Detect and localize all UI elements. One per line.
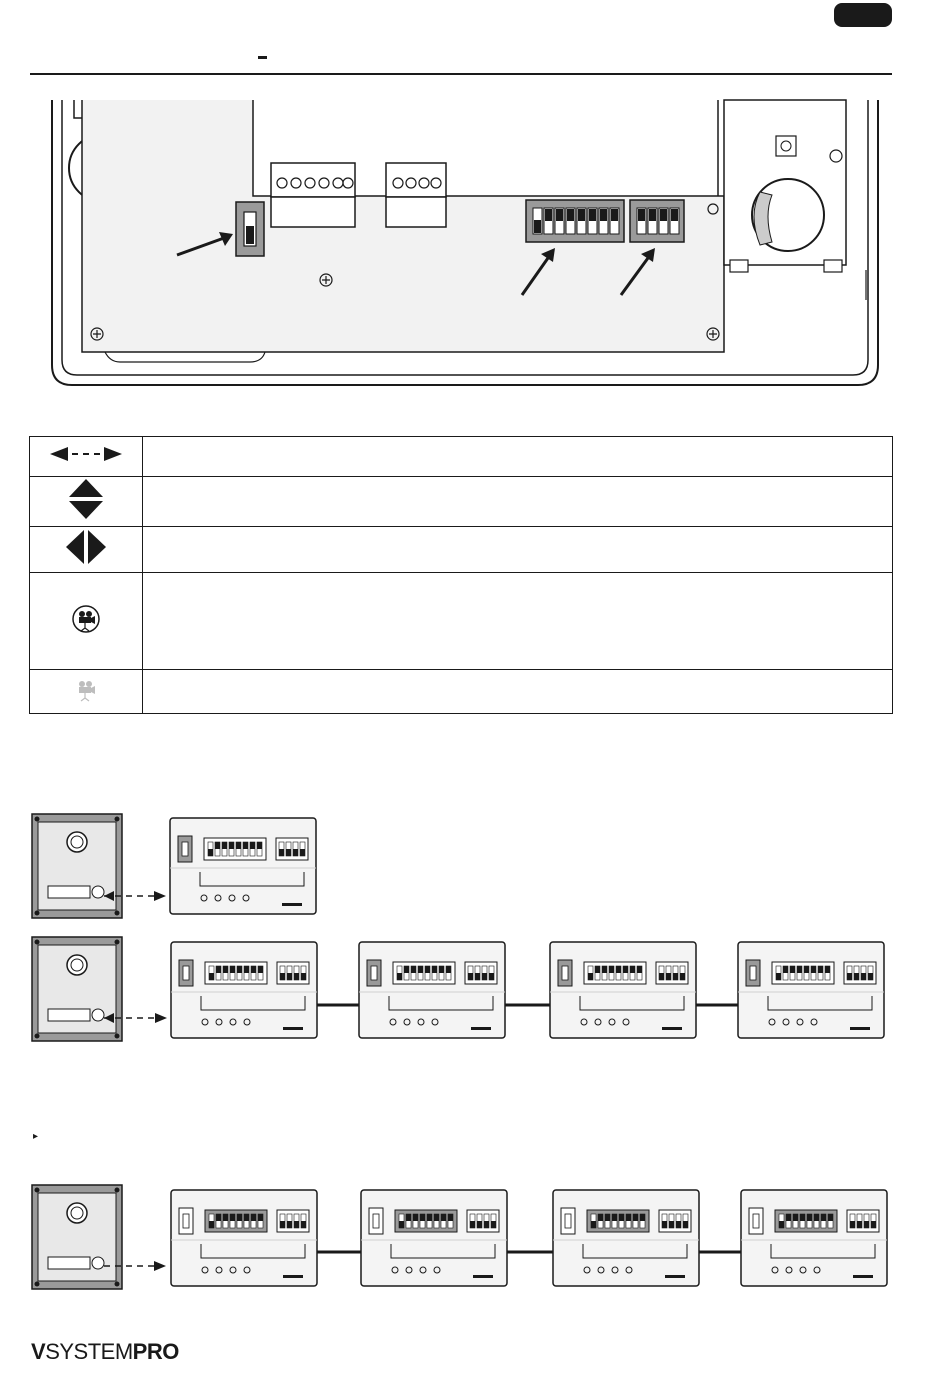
dip8-knob	[258, 966, 263, 973]
dip4-knob	[491, 1221, 496, 1228]
dip4-knob	[294, 973, 299, 980]
dip4-knob	[280, 973, 285, 980]
monitor-switch-lever	[371, 966, 377, 980]
dip4-knob	[683, 1221, 688, 1228]
dip4-knob	[482, 973, 487, 980]
dip8-knob	[413, 1214, 418, 1221]
dip8-knob	[418, 966, 423, 973]
dip8-knob	[251, 966, 256, 973]
monitor-label-bar	[471, 1027, 491, 1030]
dip4-knob	[676, 1221, 681, 1228]
monitor-label-bar	[283, 1275, 303, 1278]
panel-button	[92, 1009, 104, 1021]
dip4-knob	[871, 1221, 876, 1228]
dip8-knob	[251, 1214, 256, 1221]
dip8-knob	[595, 966, 600, 973]
panel-screw	[115, 911, 120, 916]
dip8-knob	[800, 1214, 805, 1221]
dip8-knob	[397, 973, 402, 980]
dip8-knob	[779, 1221, 784, 1228]
dip8-knob	[797, 966, 802, 973]
legend-description	[143, 670, 893, 714]
monitor-switch-lever	[562, 966, 568, 980]
legend-description	[143, 573, 893, 670]
camera-active-icon	[71, 604, 101, 634]
dip4-knob	[484, 1221, 489, 1228]
legend-row	[30, 670, 893, 714]
dip8-knob	[257, 842, 262, 849]
dip8-knob	[446, 966, 451, 973]
monitor-label-bar	[473, 1275, 493, 1278]
monitor-label-bar	[662, 1027, 682, 1030]
dip8-knob	[804, 966, 809, 973]
panel-screw	[35, 1188, 40, 1193]
dip8-knob	[434, 1214, 439, 1221]
dip8-knob	[814, 1214, 819, 1221]
dip4-knob	[850, 1221, 855, 1228]
dip8-knob	[432, 966, 437, 973]
dip8-knob	[821, 1214, 826, 1221]
dip4-knob	[868, 973, 873, 980]
dip4-knob	[287, 1221, 292, 1228]
dip4-knob	[861, 973, 866, 980]
dip8-knob	[602, 966, 607, 973]
dip8-knob	[236, 842, 241, 849]
dip8-knob	[619, 1214, 624, 1221]
dip4-knob	[280, 1221, 285, 1228]
dip8-knob	[244, 966, 249, 973]
dip8-knob	[223, 966, 228, 973]
dip8-knob	[786, 1214, 791, 1221]
dip8-knob	[591, 1221, 596, 1228]
dip8-knob	[411, 966, 416, 973]
dip4-knob	[854, 973, 859, 980]
dip4-knob	[847, 973, 852, 980]
legend-row	[30, 477, 893, 527]
vertical-split-arrows-icon	[66, 477, 106, 521]
dip8-knob	[793, 1214, 798, 1221]
dip4-knob	[470, 1221, 475, 1228]
dip4-knob	[293, 849, 298, 856]
dip4-knob	[300, 849, 305, 856]
dip8-knob	[441, 1214, 446, 1221]
dip8-knob	[616, 966, 621, 973]
dip8-knob	[223, 1214, 228, 1221]
dip4-knob	[294, 1221, 299, 1228]
dip8-knob	[776, 973, 781, 980]
dip4-knob	[301, 973, 306, 980]
dip4-knob	[475, 973, 480, 980]
dip8-knob	[216, 966, 221, 973]
panel-screw	[35, 940, 40, 945]
dip4-knob	[477, 1221, 482, 1228]
connection-arrow-head	[154, 1261, 166, 1271]
dip8-knob	[209, 1221, 214, 1228]
dip8-knob	[237, 1214, 242, 1221]
brand-v: V	[31, 1339, 46, 1364]
dip8-knob	[237, 966, 242, 973]
dip8-knob	[425, 966, 430, 973]
dip8-knob	[811, 966, 816, 973]
legend-table	[29, 436, 893, 714]
dip8-knob	[406, 1214, 411, 1221]
dip8-knob	[640, 1214, 645, 1221]
brand-system: SYSTEM	[45, 1339, 133, 1364]
dip8-knob	[612, 1214, 617, 1221]
dip4-knob	[279, 849, 284, 856]
dip8-knob	[633, 1214, 638, 1221]
dip8-knob	[448, 1214, 453, 1221]
dip8-knob	[439, 966, 444, 973]
dip8-knob	[399, 1221, 404, 1228]
dip4-knob	[669, 1221, 674, 1228]
monitor-switch-lever	[753, 1214, 759, 1228]
panel-screw	[115, 1282, 120, 1287]
dip8-knob	[258, 1214, 263, 1221]
dip8-knob	[243, 842, 248, 849]
monitor-switch-lever	[750, 966, 756, 980]
legend-row	[30, 573, 893, 670]
horizontal-split-arrows-icon	[64, 527, 108, 567]
dip8-knob	[427, 1214, 432, 1221]
dip4-knob	[666, 973, 671, 980]
dip8-knob	[588, 973, 593, 980]
panel-nameplate	[48, 1009, 90, 1021]
monitor-switch-lever	[183, 966, 189, 980]
dip8-knob	[420, 1214, 425, 1221]
dip8-knob	[790, 966, 795, 973]
monitor-switch-lever	[373, 1214, 379, 1228]
dip8-knob	[626, 1214, 631, 1221]
monitor-switch-lever	[182, 842, 188, 856]
dip8-knob	[825, 966, 830, 973]
legend-description	[143, 527, 893, 573]
monitor-label-bar	[283, 1027, 303, 1030]
panel-camera	[67, 1203, 87, 1223]
dip4-knob	[680, 973, 685, 980]
panel-button	[92, 1257, 104, 1269]
legend-description	[143, 437, 893, 477]
dip4-knob	[662, 1221, 667, 1228]
dip8-knob	[828, 1214, 833, 1221]
dip8-knob	[609, 966, 614, 973]
dip8-knob	[637, 966, 642, 973]
dip8-knob	[209, 973, 214, 980]
dip4-knob	[673, 973, 678, 980]
legend-description	[143, 477, 893, 527]
panel-screw	[115, 817, 120, 822]
dip8-knob	[208, 849, 213, 856]
dip8-knob	[244, 1214, 249, 1221]
dip8-knob	[623, 966, 628, 973]
board-diagram	[0, 0, 950, 420]
panel-screw	[115, 1188, 120, 1193]
dip4-knob	[659, 973, 664, 980]
panel-nameplate	[48, 1257, 90, 1269]
monitor-label-bar	[282, 903, 302, 906]
dip8-knob	[215, 842, 220, 849]
dip4-knob	[301, 1221, 306, 1228]
dip8-knob	[230, 1214, 235, 1221]
monitor-label-bar	[665, 1275, 685, 1278]
camera-inactive-icon	[71, 674, 101, 704]
panel-camera	[67, 832, 87, 852]
panel-screw	[115, 940, 120, 945]
monitor-switch-lever	[183, 1214, 189, 1228]
dip8-knob	[229, 842, 234, 849]
panel-screw	[35, 1034, 40, 1039]
dip8-knob	[216, 1214, 221, 1221]
dip8-knob	[598, 1214, 603, 1221]
dashed-double-arrow-icon	[46, 444, 126, 464]
monitor-switch-lever	[565, 1214, 571, 1228]
panel-camera	[67, 955, 87, 975]
panel-screw	[35, 817, 40, 822]
panel-screw	[115, 1034, 120, 1039]
dip8-knob	[630, 966, 635, 973]
dip4-knob	[489, 973, 494, 980]
panel-screw	[35, 1282, 40, 1287]
dip4-knob	[864, 1221, 869, 1228]
dip8-knob	[605, 1214, 610, 1221]
configuration-diagrams	[0, 800, 950, 1300]
panel-screw	[35, 911, 40, 916]
dip8-knob	[807, 1214, 812, 1221]
dip8-knob	[818, 966, 823, 973]
legend-row	[30, 437, 893, 477]
dip4-knob	[468, 973, 473, 980]
brand-logo	[31, 1341, 179, 1363]
dip4-knob	[286, 849, 291, 856]
bullet-marker: ▸	[33, 1131, 39, 1142]
panel-button	[92, 886, 104, 898]
dip4-knob	[857, 1221, 862, 1228]
monitor-label-bar	[853, 1275, 873, 1278]
dip4-knob	[287, 973, 292, 980]
panel-nameplate	[48, 886, 90, 898]
dip8-knob	[783, 966, 788, 973]
dip8-knob	[250, 842, 255, 849]
legend-row	[30, 527, 893, 573]
connection-arrow-head	[154, 891, 166, 901]
dip8-knob	[404, 966, 409, 973]
dip8-knob	[222, 842, 227, 849]
connection-arrow-head	[155, 1013, 167, 1023]
monitor-label-bar	[850, 1027, 870, 1030]
dip8-knob	[230, 966, 235, 973]
brand-pro: PRO	[132, 1339, 179, 1364]
